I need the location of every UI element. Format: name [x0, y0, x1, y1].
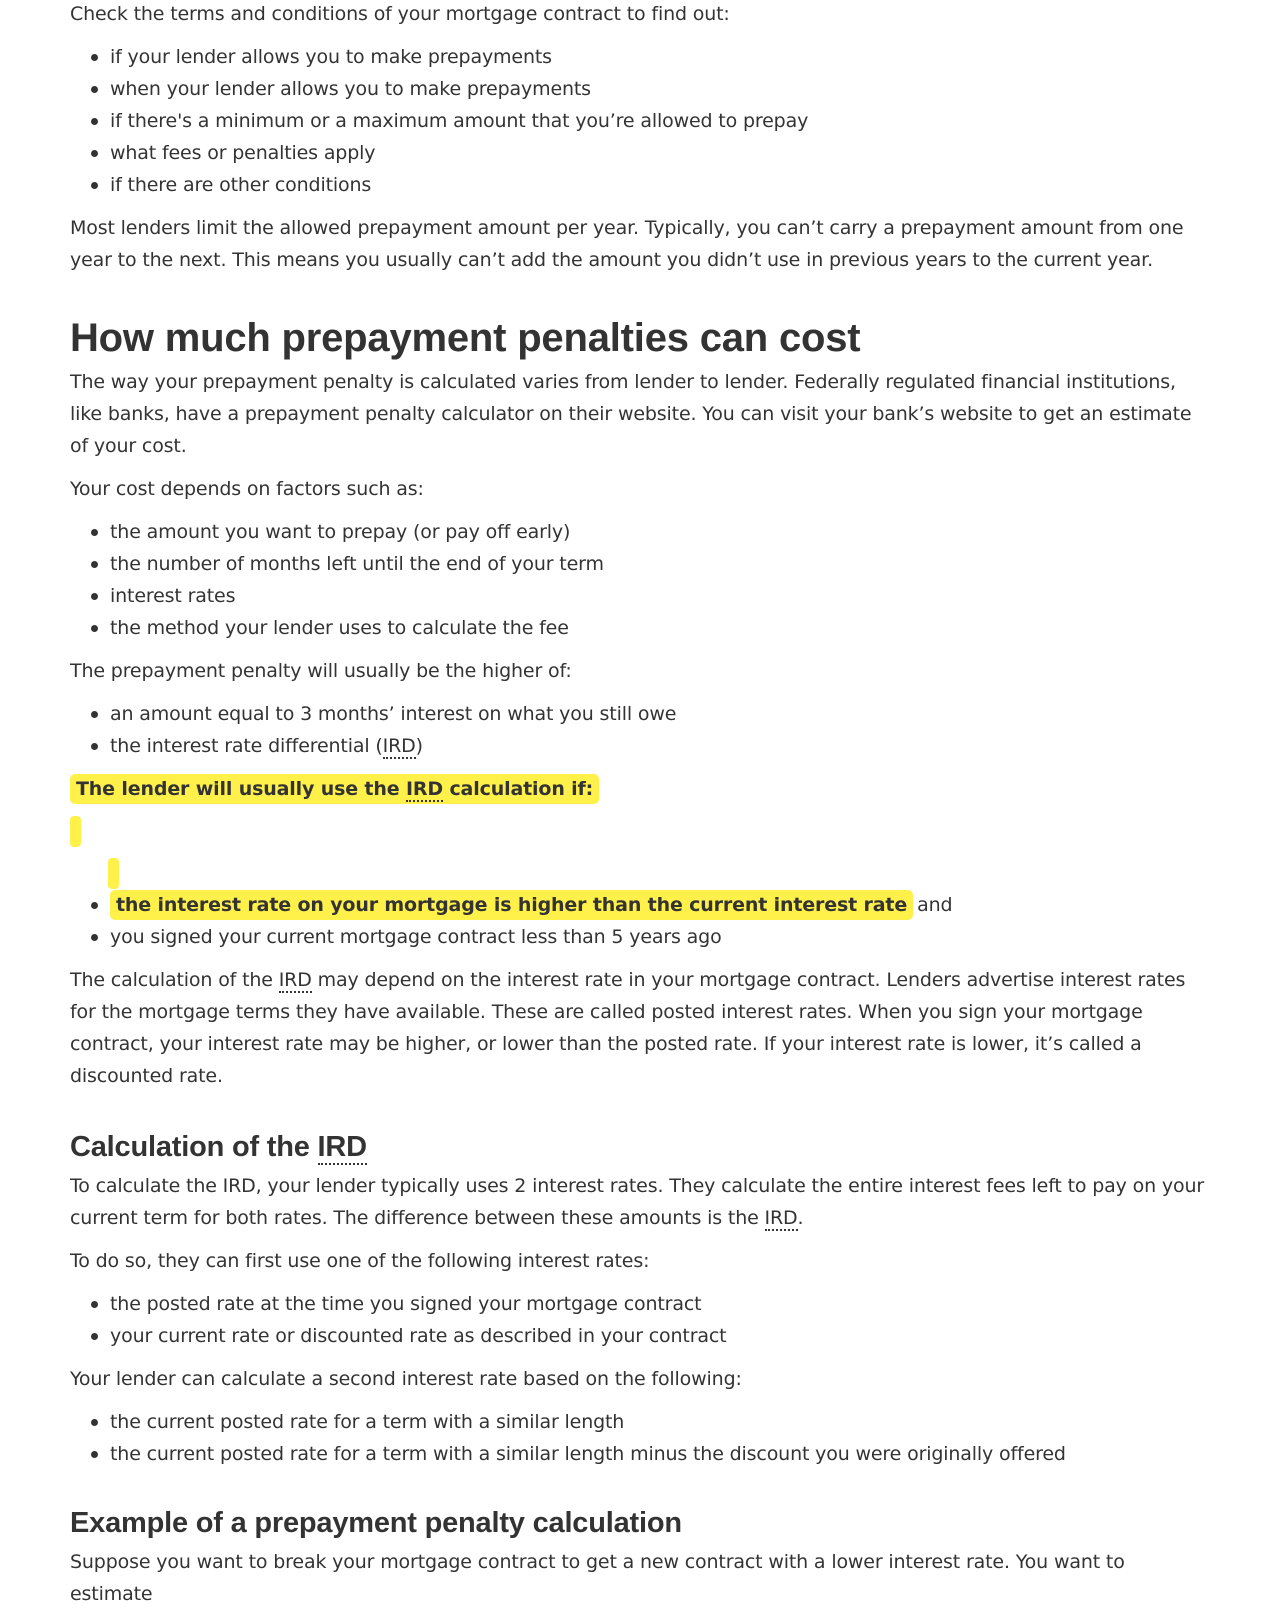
ird-item-suffix: ) — [415, 735, 423, 757]
ird-rate-dependence-text — [70, 964, 1212, 1092]
section-heading-ird-calculation — [70, 1129, 1212, 1165]
prepayment-limit-text: Most lenders limit the allowed prepayment amount per year. Typically, you can’t carry a prepayment amount from one year to the next. This means you usually can’t add the amount you didn’t use in previous years to the current year. — [70, 217, 1184, 271]
ird-conditions-list — [70, 889, 1212, 953]
highlight-mark — [70, 774, 599, 804]
condition-connector: and — [917, 894, 953, 916]
paragraph-text: The calculation of the — [70, 969, 279, 991]
paragraph-text: . — [797, 1207, 804, 1229]
paragraph-text: To calculate the IRD, your lender typically uses 2 interest rates. They calculate the entire interest fees left to pay on your current term for both rates. The difference between these amounts is the — [70, 1175, 1205, 1229]
list-item: the posted rate at the time you signed your mortgage contract — [70, 1288, 1212, 1320]
ird-item-text: the interest rate differential ( — [110, 735, 383, 757]
list-item: the current posted rate for a term with a similar length minus the discount you were originally offered — [70, 1438, 1212, 1470]
cost-factors-intro: Your cost depends on factors such as: — [70, 478, 424, 500]
list-item: you signed your current mortgage contract less than 5 years ago — [70, 921, 1212, 953]
list-item: if your lender allows you to make prepayments — [70, 41, 1212, 73]
list-item — [70, 889, 1212, 921]
terms-intro-text: Check the terms and conditions of your mortgage contract to find out: — [70, 3, 730, 25]
cost-factors-list — [70, 516, 1212, 644]
ird-calculation-text — [70, 1170, 1212, 1234]
penalty-higher-of-list — [70, 698, 1212, 762]
section-heading-cost: How much prepayment penalties can cost — [70, 316, 861, 360]
list-item: the current posted rate for a term with a similar length — [70, 1406, 1212, 1438]
list-item: if there are other conditions — [70, 169, 1212, 201]
highlight-mark — [110, 890, 913, 920]
list-item — [70, 730, 1212, 762]
empty-highlight-fragment — [70, 805, 1212, 858]
terms-checklist — [70, 41, 1212, 201]
ird-abbreviation[interactable]: IRD — [382, 735, 416, 757]
list-item: interest rates — [70, 580, 1212, 612]
ird-abbreviation[interactable]: IRD — [278, 969, 312, 991]
first-rates-list — [70, 1288, 1212, 1352]
second-rates-list — [70, 1406, 1212, 1470]
list-item: the number of months left until the end of your term — [70, 548, 1212, 580]
list-item: your current rate or discounted rate as described in your contract — [70, 1320, 1212, 1352]
list-item: if there's a minimum or a maximum amount that you’re allowed to prepay — [70, 105, 1212, 137]
ird-abbreviation[interactable]: IRD — [764, 1207, 798, 1229]
heading-text: Calculation of the — [70, 1131, 318, 1163]
highlight-mark — [70, 816, 81, 847]
section-heading-example: Example of a prepayment penalty calculation — [70, 1507, 682, 1539]
list-item: the amount you want to prepay (or pay off early) — [70, 516, 1212, 548]
empty-highlight-fragment — [70, 858, 1212, 889]
first-rates-intro: To do so, they can first use one of the following interest rates: — [70, 1250, 650, 1272]
list-item: when your lender allows you to make prepayments — [70, 73, 1212, 105]
list-item: what fees or penalties apply — [70, 137, 1212, 169]
calculation-varies-text: The way your prepayment penalty is calculated varies from lender to lender. Federally regulated financial institutions, like banks, have a prepayment penalty calculator on their website. You can visit your bank’s website to get an estimate of your cost. — [70, 371, 1192, 457]
second-rates-intro: Your lender can calculate a second interest rate based on the following: — [70, 1368, 742, 1390]
ird-abbreviation[interactable]: IRD — [317, 1131, 367, 1163]
ird-abbreviation[interactable]: IRD — [405, 778, 443, 800]
highlight-text: the interest rate on your mortgage is higher than the current interest rate — [116, 894, 908, 916]
paragraph-text: may depend on the interest rate in your mortgage contract. Lenders advertise interest rates for the mortgage terms they have available. These are called posted interest rates. When you sign your mortgage contract, your interest rate may be higher, or lower than the posted rate. If your interest rate is lower, it’s called a discounted rate. — [70, 969, 1186, 1087]
example-intro-text: Suppose you want to break your mortgage contract to get a new contract with a lower interest rate. You want to estimate — [70, 1551, 1125, 1605]
list-item: an amount equal to 3 months’ interest on what you still owe — [70, 698, 1212, 730]
highlight-mark — [108, 858, 119, 889]
article-content — [70, 0, 1212, 1610]
highlight-text: The lender will usually use the — [76, 778, 406, 800]
list-item: the method your lender uses to calculate the fee — [70, 612, 1212, 644]
highlighted-ird-condition-heading — [70, 773, 1212, 805]
penalty-higher-of-intro: The prepayment penalty will usually be the higher of: — [70, 660, 572, 682]
highlight-text: calculation if: — [442, 778, 594, 800]
